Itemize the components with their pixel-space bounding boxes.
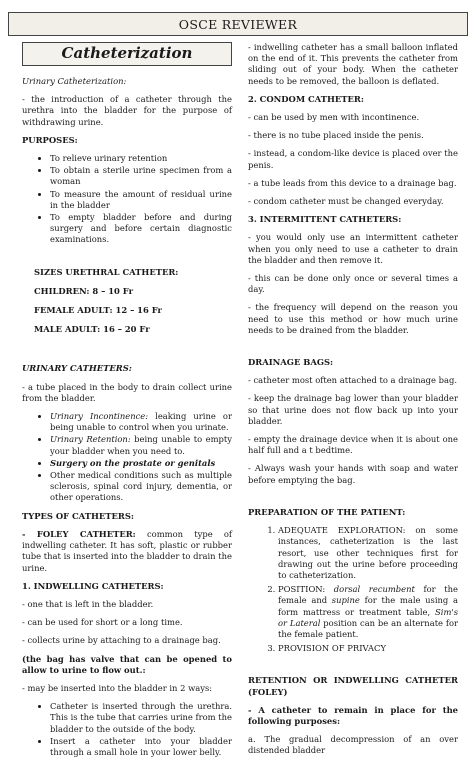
indwelling-line: - collects urine by attaching to a drainage bag.: [22, 635, 221, 646]
indwelling-line: - one that is left in the bladder.: [22, 598, 154, 609]
intermittent-heading: 3. INTERMITTENT CATHETERS:: [248, 214, 402, 225]
retention-intro: - A catheter to remain in place for the following purposes:: [248, 704, 458, 726]
ways-list: [22, 701, 232, 758]
list-item: • Insert a catheter into your bladder through a small hole in your lower belly.: [50, 736, 232, 758]
item-text: dorsal recumbent: [325, 584, 415, 595]
condom-heading: 2. CONDOM CATHETER:: [248, 93, 364, 104]
ways-line: - may be inserted into the bladder in 2 ways:: [22, 682, 213, 693]
item-text: Other medical conditions such as multiple sclerosis, spinal cord injury, dementia, or other operations.: [50, 470, 232, 503]
condom-line: - can be used by men with incontinence.: [248, 112, 420, 123]
drainage-line: - Always wash your hands with soap and water before emptying the bag.: [248, 463, 458, 485]
item-label: Surgery on the prostate or genitals: [50, 457, 216, 468]
sizes-heading: SIZES URETHRAL CATHETER:: [34, 266, 179, 277]
types-heading: TYPES OF CATHETERS:: [22, 510, 134, 521]
item-text: position can be an alternate for the female patient.: [278, 617, 459, 639]
foley-text: common type of indwelling catheter. It has soft, plastic or rubber tube that is inserted into the bladder to drain the urine.: [22, 528, 232, 573]
item-text: for the female and: [278, 584, 458, 606]
list-item: • To empty bladder before and during surgery and before certain diagnostic examinations.: [50, 212, 232, 246]
condom-line: - instead, a condom-like device is placed over the penis.: [248, 148, 458, 170]
list-item: • Catheter is inserted through the urethra. This is the tube that carries urine from the bladder to the outside of the body.: [50, 701, 232, 735]
item-label: POSITION:: [278, 584, 326, 595]
item-text: Sim's or Lateral: [278, 606, 458, 628]
sizes-block: [22, 267, 232, 336]
foley-paragraph: [22, 529, 232, 574]
intro-text: - the introduction of a catheter through the urethra into the bladder for the purpose of withdrawing urine.: [22, 94, 232, 127]
size-male: MALE ADULT: 16 – 20 Fr: [34, 324, 150, 335]
list-item: • To obtain a sterile urine specimen from a woman: [50, 165, 232, 187]
foley-label: - FOLEY CATHETER:: [22, 528, 136, 539]
list-item: • To measure the amount of residual urine in the bladder: [50, 189, 232, 211]
right-column: [248, 42, 458, 764]
urinary-cath-heading: Urinary Catheterization:: [22, 76, 127, 86]
drainage-line: - keep the drainage bag lower than your bladder so that urine does not flow back up into your bladder.: [248, 393, 458, 426]
intermittent-line: - this can be done only once or several times a day.: [248, 273, 458, 295]
left-column: [22, 42, 232, 765]
list-item: [50, 434, 232, 456]
item-text: on some instances, catheterization is the last resort, use other techniques first for drawing out the urine before proceeding to catheterization.: [278, 525, 459, 580]
purposes-heading: PURPOSES:: [22, 134, 78, 145]
drainage-line: - catheter most often attached to a drainage bag.: [248, 375, 457, 386]
indwelling-line: - can be used for short or a long time.: [22, 617, 183, 628]
condom-line: - a tube leads from this device to a drainage bag.: [248, 177, 457, 188]
prep-list: [248, 525, 458, 654]
retention-a: a. The gradual decompression of an over distended bladder: [248, 734, 458, 756]
intermittent-line: - you would only use an intermittent catheter when you only need to use a catheter to drain the bladder and then remove it.: [248, 232, 458, 265]
condom-line: - there is no tube placed inside the penis.: [248, 130, 424, 141]
valve-note: (the bag has valve that can be opened to allow to urine to flow out.:: [22, 653, 232, 675]
section-title: Catheterization: [61, 44, 193, 63]
size-children: CHILDREN: 8 – 10 Fr: [34, 285, 133, 296]
list-item: [50, 458, 232, 469]
prep-heading: PREPARATION OF THE PATIENT:: [248, 506, 406, 517]
drainage-line: - empty the drainage device when it is about one half full and a t bedtime.: [248, 434, 458, 456]
drainage-heading: DRAINAGE BAGS:: [248, 357, 334, 368]
purposes-list: [22, 153, 232, 246]
page-header: [8, 12, 468, 36]
list-item: • To relieve urinary retention: [50, 153, 232, 164]
section-title-box: [22, 42, 232, 66]
balloon-text: - indwelling catheter has a small balloon inflated on the end of it. This prevents the catheter from sliding out of your body. When the catheter needs to be removed, the balloon is deflated.: [248, 42, 458, 86]
uc-list: [22, 411, 232, 504]
header-title: OSCE REVIEWER: [178, 16, 298, 32]
list-item: [278, 525, 458, 581]
item-label: ADEQUATE EXPLORATION:: [278, 525, 406, 536]
item-label: Urinary Incontinence:: [50, 411, 149, 422]
intermittent-line: - the frequency will depend on the reason you need to use this method or how much urine needs to be drained from the bladder.: [248, 302, 458, 335]
item-text: supine: [331, 595, 360, 606]
list-item: 3. PROVISION OF PRIVACY: [278, 643, 458, 654]
urinary-catheters-heading: URINARY CATHETERS:: [22, 363, 132, 374]
item-text: leaking urine or being unable to control when you urinate.: [50, 411, 232, 433]
list-item: [278, 584, 458, 640]
list-item: [50, 470, 232, 504]
indwelling-heading: 1. INDWELLING CATHETERS:: [22, 580, 164, 591]
list-item: [50, 411, 232, 433]
item-label: Urinary Retention:: [50, 434, 131, 445]
size-female: FEMALE ADULT: 12 – 16 Fr: [34, 305, 162, 316]
item-text: being unable to empty your bladder when you need to.: [50, 434, 232, 456]
urinary-catheters-intro: - a tube placed in the body to drain collect urine from the bladder.: [22, 381, 232, 403]
item-text: for the male using a form mattress or treatment table,: [278, 595, 458, 617]
retention-heading: RETENTION OR INDWELLING CATHETER (FOLEY): [248, 675, 458, 697]
condom-line: - condom catheter must be changed everyday.: [248, 196, 444, 207]
